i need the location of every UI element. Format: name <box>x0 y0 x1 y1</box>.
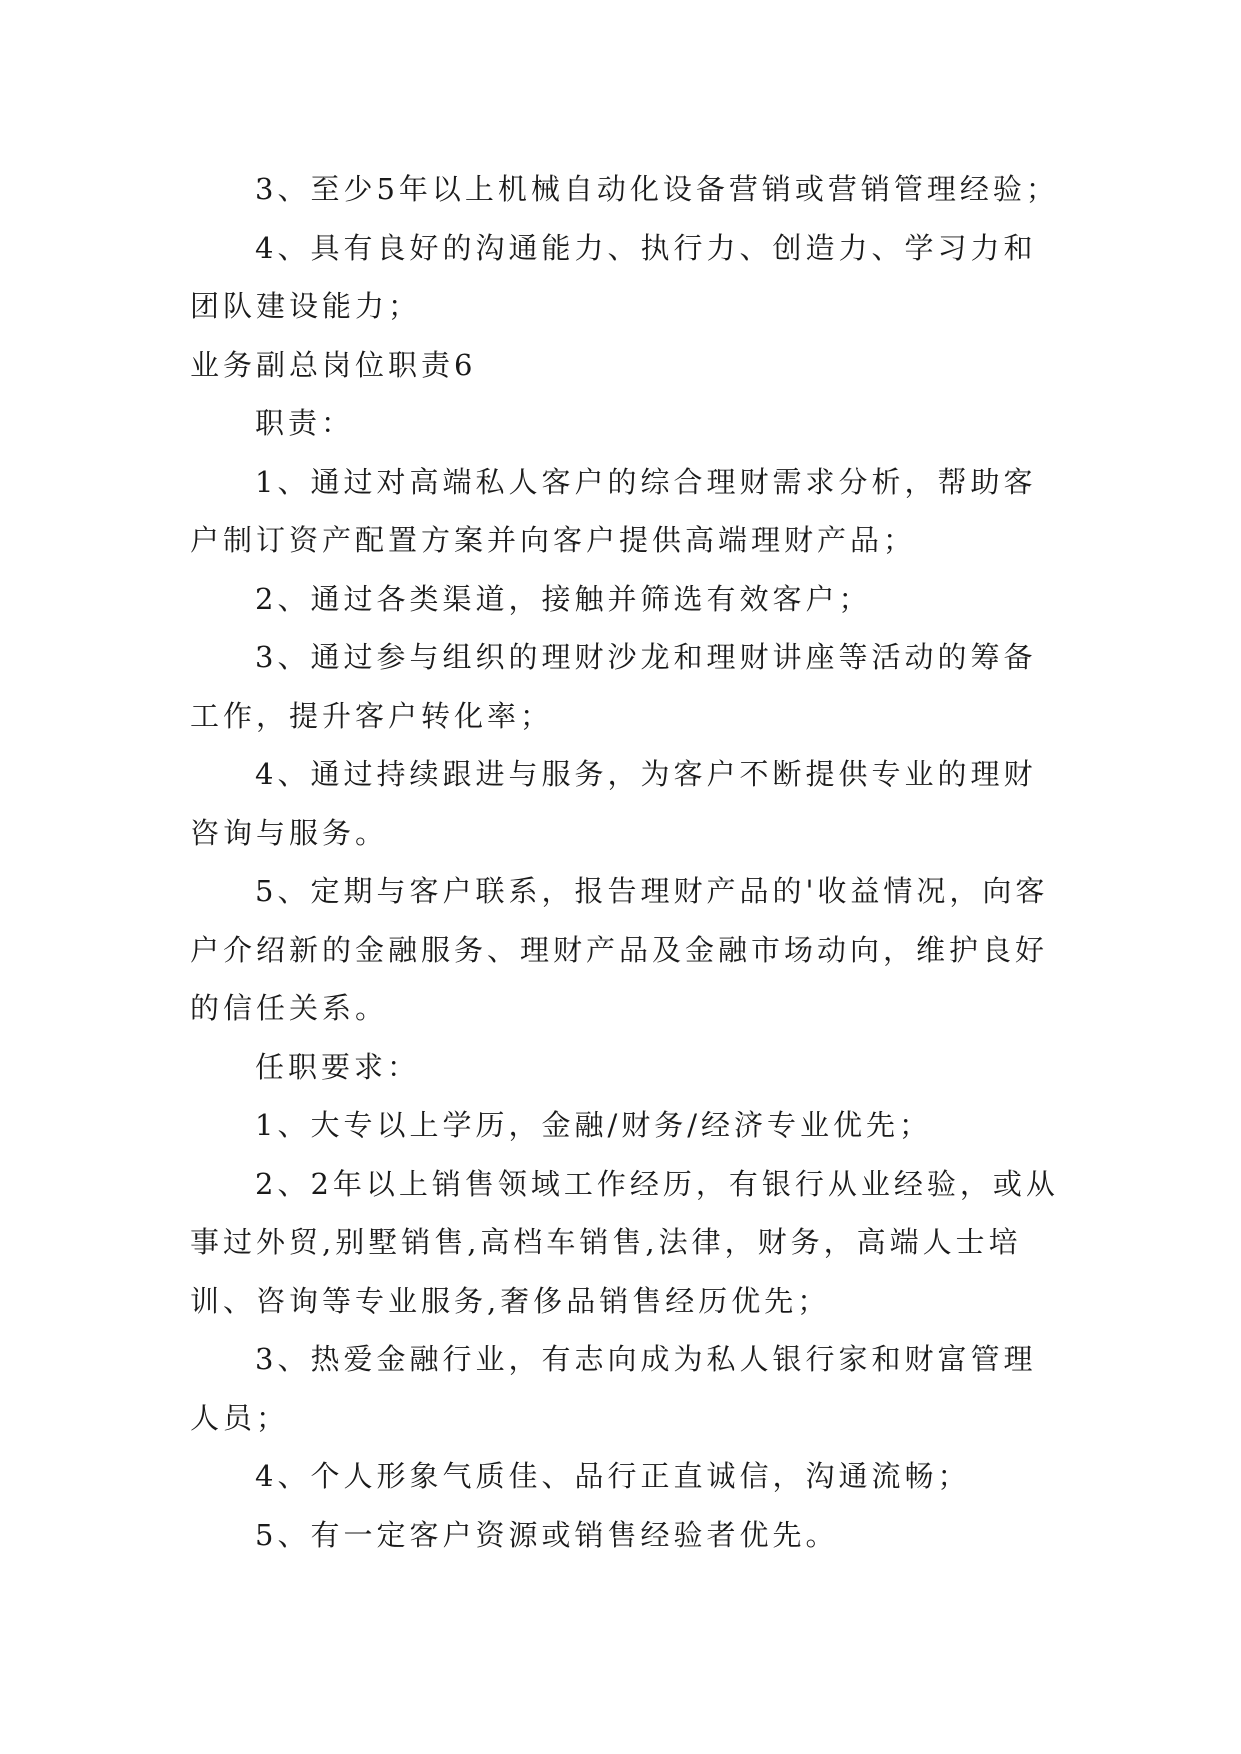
qualification-item-1: 1、大专以上学历，金融/财务/经济专业优先； <box>255 1108 932 1142</box>
section-heading: 业务副总岗位职责6 <box>190 347 477 382</box>
duty-item-5-end: 的信任关系。 <box>190 991 389 1025</box>
duty-item-4-start: 4、通过持续跟进与服务，为客户不断提供专业的理财 <box>255 757 1037 791</box>
duty-item-1-start: 1、通过对高端私人客户的综合理财需求分析，帮助客 <box>255 464 1037 499</box>
duty-item-1-cont: 户制订资产配置方案并向客户提供高端理财产品； <box>190 523 917 557</box>
qualifications-heading: 任职要求： <box>255 1049 421 1084</box>
qualification-item-2-end: 训、咨询等专业服务,奢侈品销售经历优先； <box>190 1283 831 1318</box>
qualification-item-2-cont: 事过外贸,别墅销售,高档车销售,法律，财务，高端人士培 <box>190 1225 1022 1259</box>
qualification-item-4: 4、个人形象气质佳、品行正直诚信，沟通流畅； <box>255 1459 971 1493</box>
duties-heading: 职责： <box>255 406 355 440</box>
requirement-item-3: 3、至少5年以上机械自动化设备营销或营销管理经验； <box>255 172 1059 206</box>
duty-item-4-cont: 咨询与服务。 <box>190 815 389 850</box>
duty-item-3-cont: 工作，提升客户转化率； <box>190 698 554 733</box>
qualification-item-3-start: 3、热爱金融行业，有志向成为私人银行家和财富管理 <box>255 1342 1037 1376</box>
requirement-item-4-cont: 团队建设能力； <box>190 289 422 323</box>
duty-item-5-start: 5、定期与客户联系，报告理财产品的'收益情况，向客 <box>255 874 1049 908</box>
duty-item-3-start: 3、通过参与组织的理财沙龙和理财讲座等活动的筹备 <box>255 640 1037 674</box>
duty-item-5-cont: 户介绍新的金融服务、理财产品及金融市场动向，维护良好 <box>190 932 1049 967</box>
qualification-item-2-start: 2、2年以上销售领域工作经历，有银行从业经验，或从 <box>255 1166 1059 1201</box>
qualification-item-5: 5、有一定客户资源或销售经验者优先。 <box>255 1517 839 1552</box>
document-body <box>190 160 1059 1564</box>
duty-item-2: 2、通过各类渠道，接触并筛选有效客户； <box>255 581 872 616</box>
requirement-item-4-start: 4、具有良好的沟通能力、执行力、创造力、学习力和 <box>255 230 1037 265</box>
qualification-item-3-cont: 人员； <box>190 1400 290 1435</box>
